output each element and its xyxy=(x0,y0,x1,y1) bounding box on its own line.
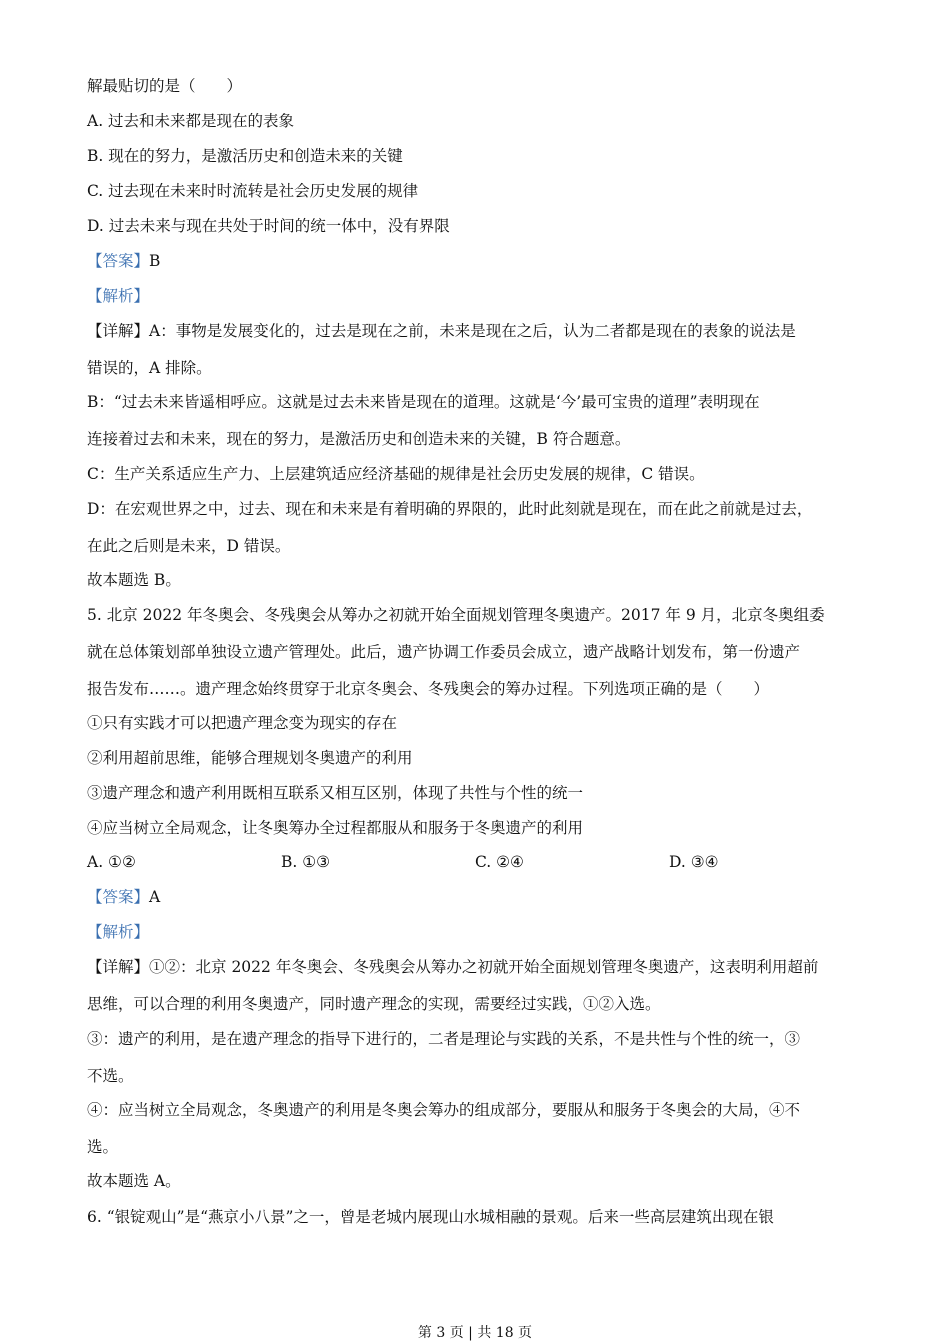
q5-detail-line: 不选。 xyxy=(87,1067,134,1085)
detail-text: A：事物是发展变化的，过去是现在之前，未来是现在之后，认为二者都是现在的表象的说法是 xyxy=(149,322,796,340)
q4-option-c: C. 过去现在未来时时流转是社会历史发展的规律 xyxy=(87,182,419,200)
detail-text: ①②：北京 2022 年冬奥会、冬残奥会从筹办之初就开始全面规划管理冬奥遗产，这表明利用超前 xyxy=(149,958,819,976)
q4-conclusion: 故本题选 B。 xyxy=(87,571,181,589)
q4-answer xyxy=(87,251,160,271)
q5-statement-2: ②利用超前思维，能够合理规划冬奥遗产的利用 xyxy=(87,749,413,767)
q4-detail-line: 在此之后则是未来，D 错误。 xyxy=(87,537,291,555)
q5-detail-line: ③：遗产的利用，是在遗产理念的指导下进行的，二者是理论与实践的关系，不是共性与个性的统一，③ xyxy=(87,1030,801,1048)
q5-choice-a: A. ①② xyxy=(87,853,136,871)
q5-statement-4: ④应当树立全局观念，让冬奥筹办全过程都服从和服务于冬奥遗产的利用 xyxy=(87,819,584,837)
q4-stem-tail: 解最贴切的是（ ） xyxy=(87,77,243,95)
detail-label: 【详解】 xyxy=(87,958,150,976)
q4-detail-line: C：生产关系适应生产力、上层建筑适应经济基础的规律是社会历史发展的规律，C 错误。 xyxy=(87,465,705,483)
q5-detail-line xyxy=(87,957,818,977)
q5-detail-line: 选。 xyxy=(87,1138,119,1156)
q4-detail-line xyxy=(87,321,796,341)
q4-detail-line: D：在宏观世界之中，过去、现在和未来是有着明确的界限的，此时此刻就是现在，而在此之前就是过去， xyxy=(87,500,813,518)
q5-detail-line: ④：应当树立全局观念，冬奥遗产的利用是冬奥会筹办的组成部分，要服从和服务于冬奥会的大局，④不 xyxy=(87,1101,801,1119)
q5-answer xyxy=(87,887,160,907)
q5-analysis-label: 【解析】 xyxy=(87,923,150,941)
q4-analysis-label: 【解析】 xyxy=(87,287,150,305)
page-footer: 第 3 页 | 共 18 页 xyxy=(417,1325,533,1341)
q5-stem-line: 5. 北京 2022 年冬奥会、冬残奥会从筹办之初就开始全面规划管理冬奥遗产。2017 年 9 月，北京冬奥组委 xyxy=(87,606,825,624)
q6-stem-line: 6. “银锭观山”是“燕京小八景”之一，曾是老城内展现山水城相融的景观。后来一些高层建筑出现在银 xyxy=(87,1208,774,1226)
q5-choice-c: C. ②④ xyxy=(475,853,524,871)
answer-label: 【答案】 xyxy=(87,252,150,270)
q5-choice-b: B. ①③ xyxy=(281,853,331,871)
q5-detail-line: 思维，可以合理的利用冬奥遗产，同时遗产理念的实现，需要经过实践，①②入选。 xyxy=(87,995,661,1013)
answer-value: A xyxy=(149,888,161,906)
q4-detail-line: 错误的，A 排除。 xyxy=(87,359,212,377)
answer-value: B xyxy=(149,252,161,270)
q4-detail-line: B：“过去未来皆遥相呼应。这就是过去未来皆是现在的道理。这就是‘今’最可宝贵的道理”表明现在 xyxy=(87,393,760,411)
q4-option-b: B. 现在的努力，是激活历史和创造未来的关键 xyxy=(87,147,403,165)
q4-option-a: A. 过去和未来都是现在的表象 xyxy=(87,112,295,130)
q4-detail-line: 连接着过去和未来，现在的努力，是激活历史和创造未来的关键，B 符合题意。 xyxy=(87,430,631,448)
q5-stem-line: 就在总体策划部单独设立遗产管理处。此后，遗产协调工作委员会成立，遗产战略计划发布，第一份遗产 xyxy=(87,643,801,661)
q5-choice-d: D. ③④ xyxy=(669,853,719,871)
q5-statement-1: ①只有实践才可以把遗产理念变为现实的存在 xyxy=(87,714,398,732)
q5-stem-line: 报告发布……。遗产理念始终贯穿于北京冬奥会、冬残奥会的筹办过程。下列选项正确的是（ ） xyxy=(87,680,770,698)
answer-label: 【答案】 xyxy=(87,888,150,906)
q5-statement-3: ③遗产理念和遗产利用既相互联系又相互区别，体现了共性与个性的统一 xyxy=(87,784,584,802)
detail-label: 【详解】 xyxy=(87,322,150,340)
q5-conclusion: 故本题选 A。 xyxy=(87,1172,181,1190)
q4-option-d: D. 过去未来与现在共处于时间的统一体中，没有界限 xyxy=(87,217,450,235)
